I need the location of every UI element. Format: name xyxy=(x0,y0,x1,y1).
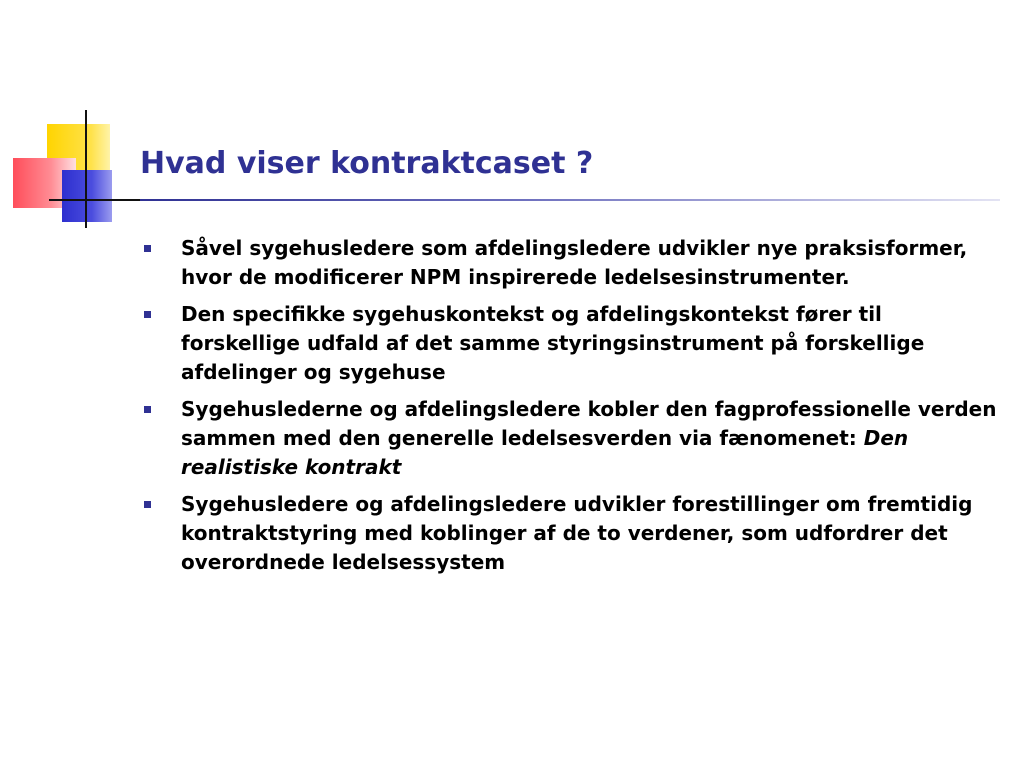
square-bullet-icon xyxy=(144,245,151,252)
bullet-emphasis: Den realistiske kontrakt xyxy=(181,426,909,479)
bullet-text: Såvel sygehusledere som afdelingsledere udvikler nye praksisformer, hvor de modificerer NPM inspirerede ledelsesinstrumenter. xyxy=(181,236,968,289)
square-bullet-icon xyxy=(144,311,151,318)
slide-title: Hvad viser kontraktcaset ? xyxy=(140,146,594,181)
blue-square xyxy=(62,170,112,222)
vertical-crossline xyxy=(85,110,87,228)
horizontal-crossline xyxy=(49,199,140,201)
bullet-text: Sygehuslederne og afdelingsledere kobler den fagprofessionelle verden sammen med den generelle ledelsesverden via fænomenet: xyxy=(181,397,997,450)
bullet-item-1 xyxy=(140,234,1000,292)
bullet-item-4 xyxy=(140,490,1000,577)
bullet-item-3 xyxy=(140,395,1000,482)
title-underline xyxy=(140,199,1000,201)
square-bullet-icon xyxy=(144,501,151,508)
bullet-list xyxy=(140,234,1000,585)
bullet-text: Sygehusledere og afdelingsledere udvikler forestillinger om fremtidig kontraktstyring med koblinger af de to verdener, som udfordrer det overordnede ledelsessystem xyxy=(181,492,973,574)
decorative-squares-logo xyxy=(0,0,140,240)
square-bullet-icon xyxy=(144,406,151,413)
bullet-text: Den specifikke sygehuskontekst og afdelingskontekst fører til forskellige udfald af det samme styringsinstrument på forskellige afdelinger og sygehuse xyxy=(181,302,925,384)
bullet-item-2 xyxy=(140,300,1000,387)
